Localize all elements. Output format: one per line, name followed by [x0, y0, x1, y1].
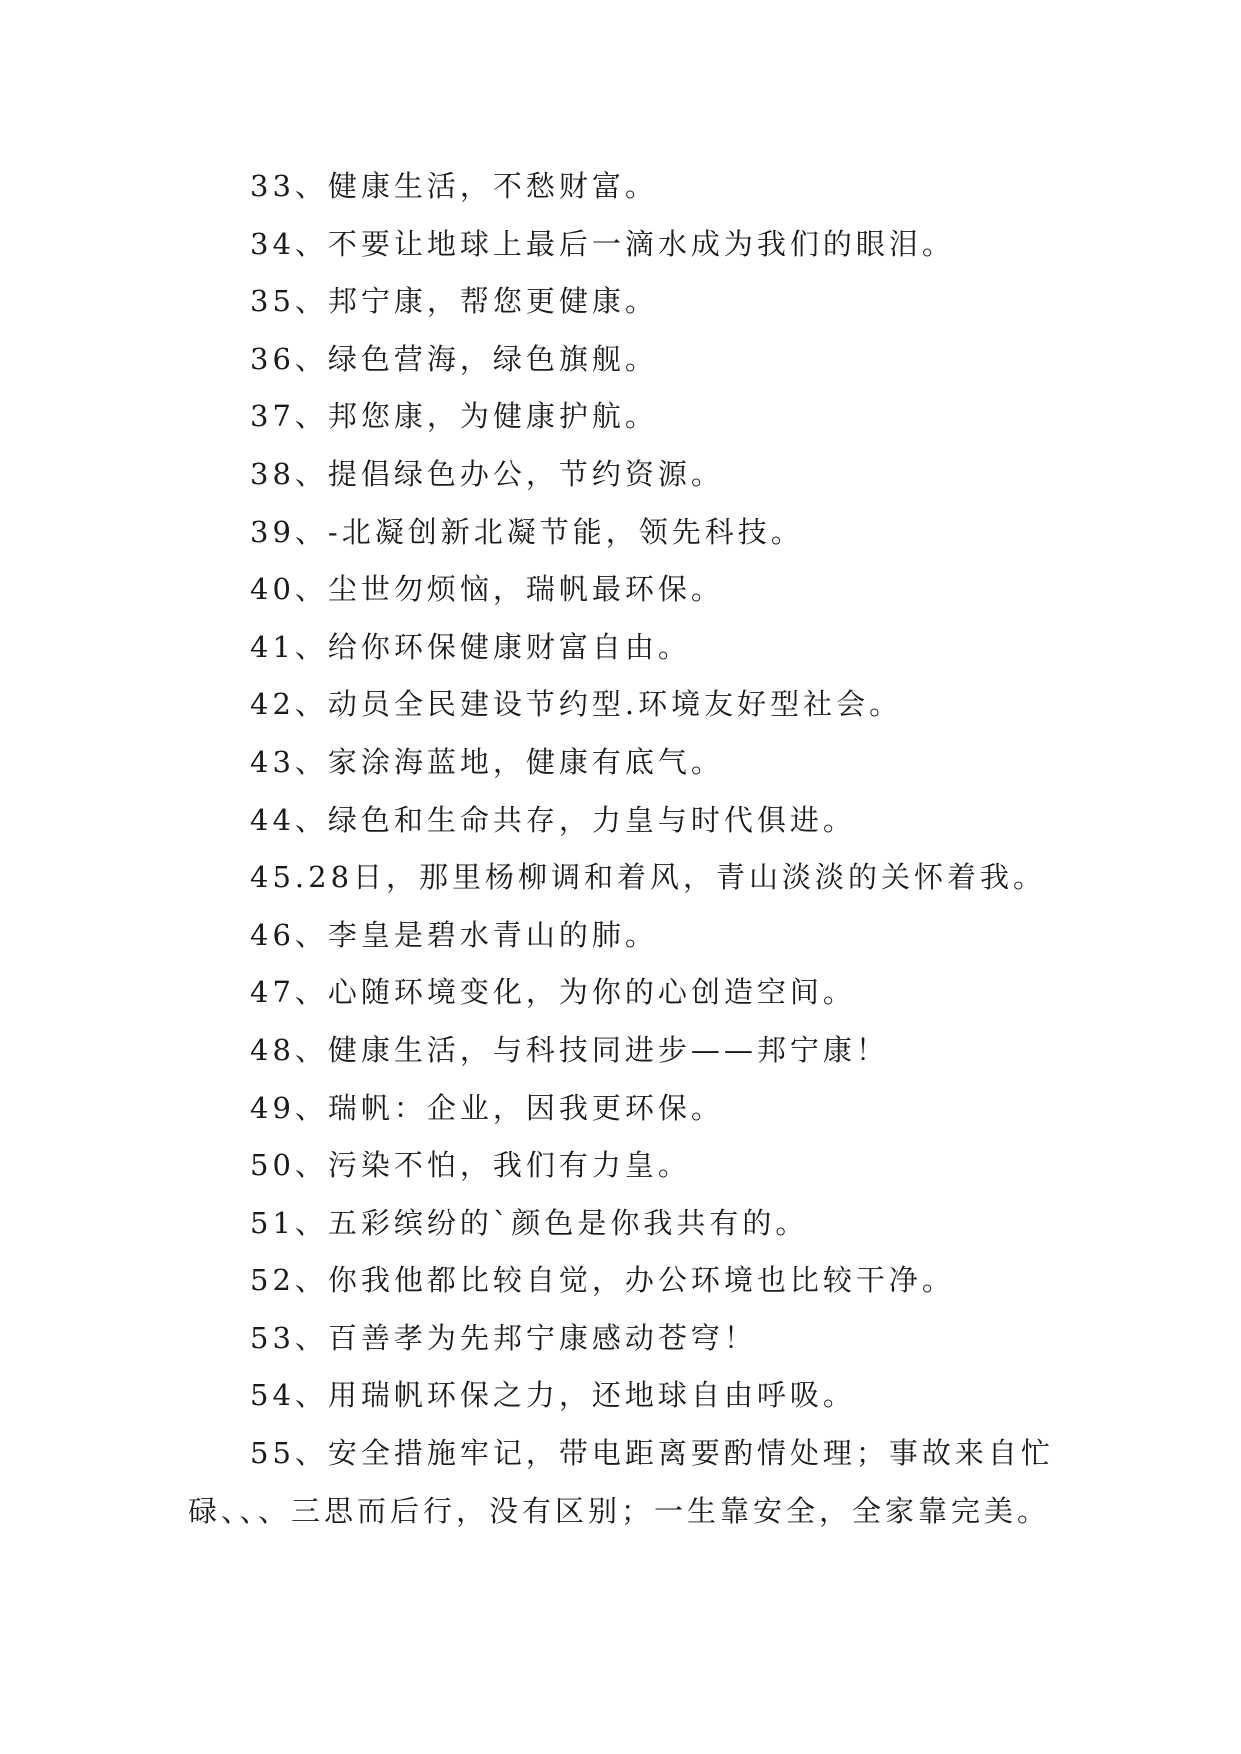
slogan-list — [0, 158, 1241, 1540]
list-item: 44、绿色和生命共存，力皇与时代俱进。 — [250, 802, 856, 837]
list-item: 40、尘世勿烦恼，瑞帆最环保。 — [250, 572, 724, 607]
list-item-continuation: 碌、、、三思而后行，没有区别；一生靠安全，全家靠完美。 — [188, 1493, 1051, 1528]
list-item: 47、心随环境变化，为你的心创造空间。 — [250, 975, 856, 1010]
list-item: 49、瑞帆：企业，因我更环保。 — [250, 1090, 724, 1125]
list-item: 39、-北凝创新北凝节能，领先科技。 — [250, 514, 804, 549]
list-item: 50、污染不怕，我们有力皇。 — [250, 1148, 691, 1183]
list-item: 55、安全措施牢记，带电距离要酌情处理；事故来自忙 — [250, 1436, 1054, 1471]
list-item: 45.28日，那里杨柳调和着风，青山淡淡的关怀着我。 — [250, 860, 1047, 895]
list-item: 52、你我他都比较自觉，办公环境也比较干净。 — [250, 1263, 955, 1298]
list-item: 43、家涂海蓝地，健康有底气。 — [250, 744, 724, 779]
list-item: 51、五彩缤纷的`颜色是你我共有的。 — [250, 1205, 809, 1240]
list-item: 42、动员全民建设节约型.环境友好型社会。 — [250, 687, 903, 722]
list-item: 34、不要让地球上最后一滴水成为我们的眼泪。 — [250, 226, 955, 261]
list-item: 38、提倡绿色办公，节约资源。 — [250, 456, 724, 491]
list-item: 33、健康生活，不愁财富。 — [250, 169, 658, 203]
list-item: 54、用瑞帆环保之力，还地球自由呼吸。 — [250, 1378, 856, 1413]
list-item: 35、邦宁康，帮您更健康。 — [250, 284, 658, 319]
list-item: 48、健康生活，与科技同进步——邦宁康！ — [250, 1032, 889, 1067]
list-item: 37、邦您康，为健康护航。 — [250, 399, 658, 434]
list-item: 46、李皇是碧水青山的肺。 — [250, 917, 658, 952]
list-item: 36、绿色营海，绿色旗舰。 — [250, 341, 658, 376]
list-item: 53、百善孝为先邦宁康感动苍穹！ — [250, 1320, 757, 1355]
list-item: 41、给你环保健康财富自由。 — [250, 629, 691, 664]
